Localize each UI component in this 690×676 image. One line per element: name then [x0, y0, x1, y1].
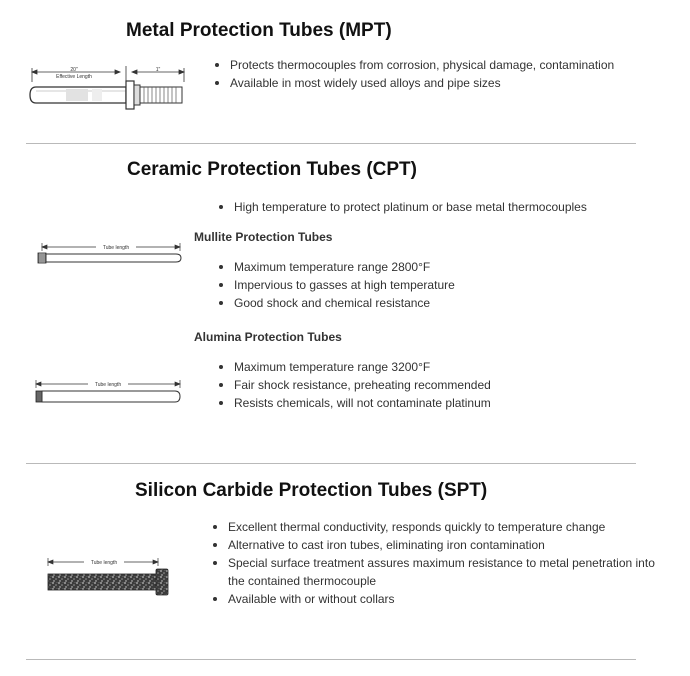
alumina-title: Alumina Protection Tubes: [194, 330, 342, 344]
list-item: Special surface treatment assures maximum resistance to metal penetration into the contained thermocouple: [212, 554, 658, 590]
list-item: Available with or without collars: [212, 590, 658, 608]
metal-tube-drawing: [26, 64, 188, 112]
silicon-carbide-tube-drawing: [40, 552, 180, 604]
mullite-dim-label: Tube length: [102, 245, 130, 251]
list-item: Protects thermocouples from corrosion, physical damage, contamination: [214, 56, 664, 74]
mpt-dim-left-sub: Effective Length: [56, 74, 92, 80]
list-item: Fair shock resistance, preheating recommended: [218, 376, 668, 394]
list-item: Resists chemicals, will not contaminate platinum: [218, 394, 668, 412]
spt-title: Silicon Carbide Protection Tubes (SPT): [135, 480, 488, 501]
list-item: Alternative to cast iron tubes, eliminating iron contamination: [212, 536, 658, 554]
mpt-bullet-list: [214, 56, 664, 92]
spt-bullet-list: [212, 518, 658, 608]
alumina-tube-drawing: [30, 376, 184, 406]
mpt-dim-right: 1": [155, 67, 161, 73]
alumina-bullet-list: [218, 358, 668, 412]
spt-dim-label: Tube length: [90, 560, 118, 566]
list-item: Impervious to gasses at high temperature: [218, 276, 668, 294]
mullite-title: Mullite Protection Tubes: [194, 230, 333, 244]
section-divider: [26, 463, 636, 464]
list-item: Maximum temperature range 2800°F: [218, 258, 668, 276]
list-item: Available in most widely used alloys and pipe sizes: [214, 74, 664, 92]
cpt-title: Ceramic Protection Tubes (CPT): [127, 159, 417, 180]
mullite-tube-drawing: [30, 240, 184, 268]
cpt-intro-list: [218, 198, 668, 216]
section-divider: [26, 143, 636, 144]
mpt-title: Metal Protection Tubes (MPT): [126, 20, 392, 41]
mullite-bullet-list: [218, 258, 668, 312]
list-item: Maximum temperature range 3200°F: [218, 358, 668, 376]
list-item: Good shock and chemical resistance: [218, 294, 668, 312]
section-divider: [26, 659, 636, 660]
list-item: High temperature to protect platinum or base metal thermocouples: [218, 198, 668, 216]
mpt-dim-left: 20": [70, 67, 78, 73]
alumina-dim-label: Tube length: [94, 382, 122, 388]
list-item: Excellent thermal conductivity, responds quickly to temperature change: [212, 518, 658, 536]
